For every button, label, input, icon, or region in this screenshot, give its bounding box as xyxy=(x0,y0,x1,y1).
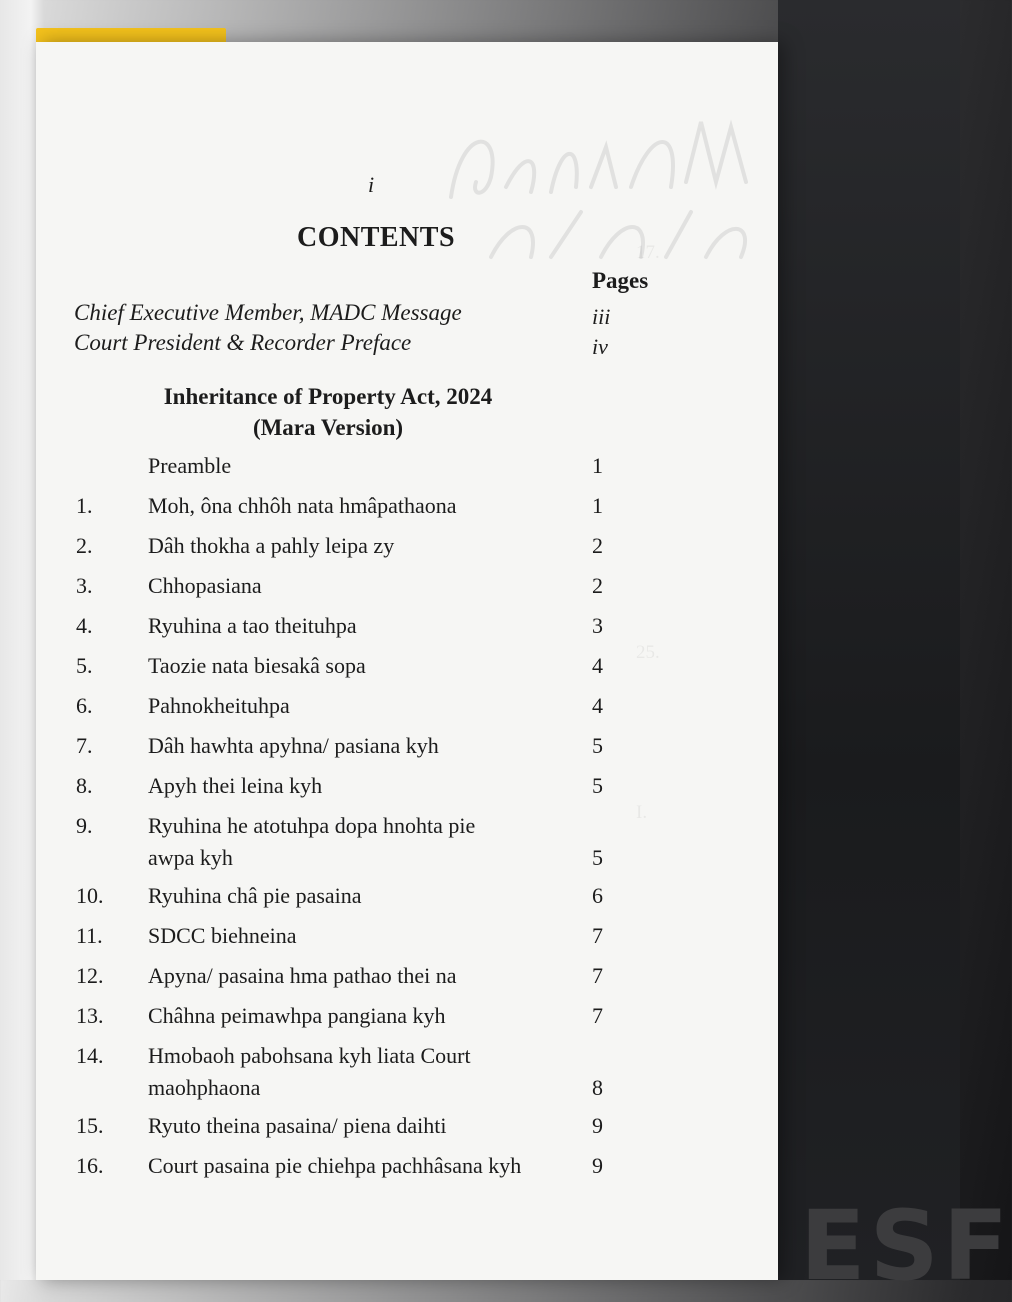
section-page: 5 xyxy=(592,773,603,798)
section-number: 11. xyxy=(76,923,103,948)
section-number: 2. xyxy=(76,533,93,558)
section-number: 8. xyxy=(76,773,93,798)
act-title: Inheritance of Property Act, 2024 xyxy=(163,384,493,409)
section-number: 14. xyxy=(76,1043,104,1068)
section-number: 12. xyxy=(76,963,104,988)
bleed-through-text: 17. xyxy=(636,242,660,263)
background-edge-text: ESF xyxy=(800,1190,1012,1302)
section-page: 4 xyxy=(592,653,603,678)
dark-background xyxy=(778,0,960,1280)
section-number: 6. xyxy=(76,693,93,718)
section-title: Chhopasiana xyxy=(148,573,262,598)
page-number: i xyxy=(368,172,375,197)
section-title: Apyh thei leina kyh xyxy=(148,773,323,798)
bleed-through-text: I. xyxy=(636,802,648,823)
section-title: Court pasaina pie chiehpa pachhâsana kyh xyxy=(148,1153,522,1178)
section-number: 4. xyxy=(76,613,93,638)
section-number: 1. xyxy=(76,493,93,518)
section-page: 5 xyxy=(592,845,603,870)
page-title: CONTENTS xyxy=(296,222,456,253)
section-page: 3 xyxy=(592,613,603,638)
section-title: Taozie nata biesakâ sopa xyxy=(148,653,366,678)
section-title: Dâh hawhta apyhna/ pasiana kyh xyxy=(148,733,439,758)
section-title: Ryuto theina pasaina/ piena daihti xyxy=(148,1113,447,1138)
section-number: 10. xyxy=(76,883,104,908)
section-title: Ryuhina he atotuhpa dopa hnohta pie xyxy=(148,813,476,838)
bleed-through-text: 25. xyxy=(636,642,660,663)
section-page: 4 xyxy=(592,693,603,718)
section-title: Hmobaoh pabohsana kyh liata Court xyxy=(148,1043,471,1068)
front-matter-title: Court President & Recorder Preface xyxy=(74,330,412,355)
section-title: Apyna/ pasaina hma pathao thei na xyxy=(148,963,457,988)
section-page: 8 xyxy=(592,1075,603,1100)
section-page: 9 xyxy=(592,1113,603,1138)
section-page: 2 xyxy=(592,533,603,558)
section-page: 7 xyxy=(592,923,603,948)
section-number: 13. xyxy=(76,1003,104,1028)
section-title: Preamble xyxy=(148,453,232,478)
section-page: 6 xyxy=(592,883,603,908)
section-title: Moh, ôna chhôh nata hmâpathaona xyxy=(148,493,457,518)
section-title: Dâh thokha a pahly leipa zy xyxy=(148,533,395,558)
section-page: 2 xyxy=(592,573,603,598)
section-title: Ryuhina a tao theituhpa xyxy=(148,613,357,638)
section-title: Ryuhina châ pie pasaina xyxy=(148,883,362,908)
section-page: 7 xyxy=(592,1003,603,1028)
section-number: 5. xyxy=(76,653,93,678)
section-title-continued: maohphaona xyxy=(148,1075,261,1100)
section-number: 16. xyxy=(76,1153,104,1178)
section-page: 7 xyxy=(592,963,603,988)
section-title-continued: awpa kyh xyxy=(148,845,233,870)
section-number: 7. xyxy=(76,733,93,758)
section-page: 1 xyxy=(592,493,603,518)
section-number: 3. xyxy=(76,573,93,598)
section-page: 5 xyxy=(592,733,603,758)
front-matter-title: Chief Executive Member, MADC Message xyxy=(74,300,462,325)
contents-page xyxy=(36,42,778,1280)
section-title: Pahnokheituhpa xyxy=(148,693,290,718)
section-title: SDCC biehneina xyxy=(148,923,297,948)
section-title: Châhna peimawhpa pangiana kyh xyxy=(148,1003,446,1028)
pages-column-header: Pages xyxy=(592,268,649,293)
section-page: 9 xyxy=(592,1153,603,1178)
section-number: 15. xyxy=(76,1113,104,1138)
section-number: 9. xyxy=(76,813,93,838)
section-page: 1 xyxy=(592,453,603,478)
front-matter-page: iii xyxy=(592,304,611,329)
front-matter-page: iv xyxy=(592,334,608,359)
act-subtitle: (Mara Version) xyxy=(252,415,404,440)
